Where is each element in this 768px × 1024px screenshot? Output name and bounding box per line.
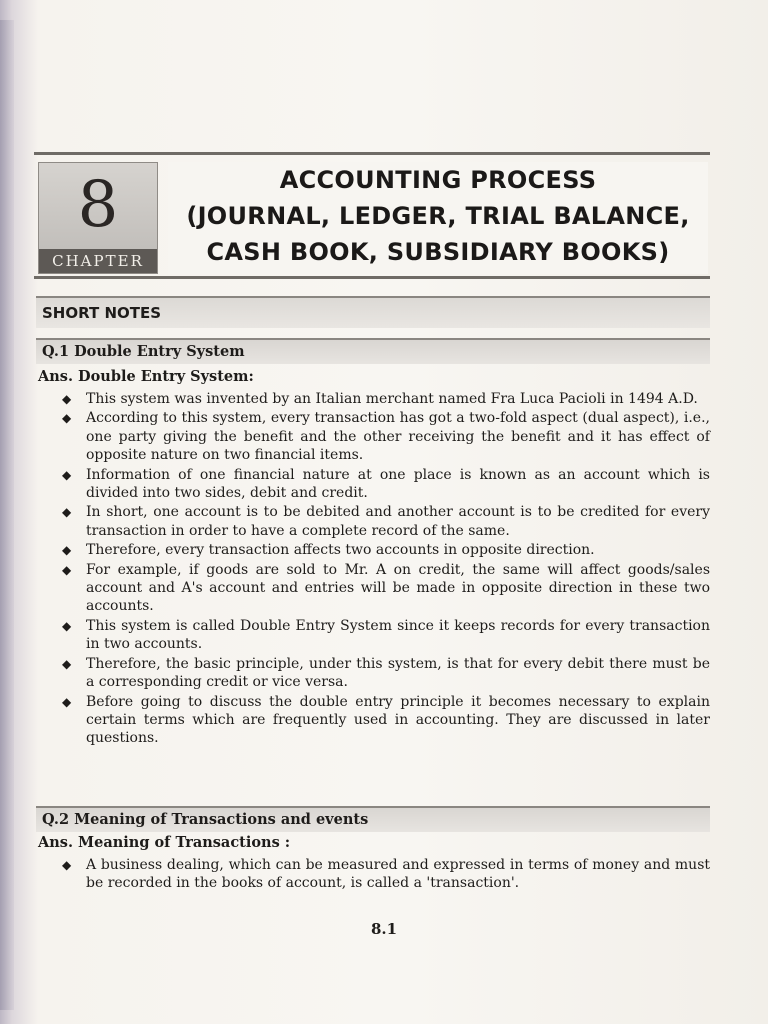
chapter-number: 8 [77,168,119,242]
question-bar-q2 [36,806,710,832]
question-title-q1: Q.1 Double Entry System [42,343,245,360]
question-title-q2: Q.2 Meaning of Transactions and events [42,811,369,828]
diamond-bullet-icon: ◆ [62,505,72,520]
page-number: 8.1 [370,920,398,938]
list-item: ◆ This system is called Double Entry System since it keeps records for every transaction in two accounts. [62,617,710,653]
diamond-bullet-icon: ◆ [62,411,72,426]
list-item: ◆ In short, one account is to be debited and another account is to be credited for every transaction in order to have a complete record of the same. [62,504,710,539]
bullet-list-q1 [60,390,710,749]
list-item: ◆ A business dealing, which can be measured and expressed in terms of money and must be recorded in the books of account, is called a 'transaction'. [62,857,710,892]
diamond-bullet-icon: ◆ [62,562,72,577]
header-bottom-rule [34,276,710,279]
diamond-bullet-icon: ◆ [62,618,72,633]
list-item: ◆ This system was invented by an Italian merchant named Fra Luca Pacioli in 1494 A.D. [62,391,698,407]
diamond-bullet-icon: ◆ [62,392,72,406]
list-item: ◆ For example, if goods are sold to Mr. A on credit, the same will affect goods/sales account and A's account and entries will be made in opposite direction in these two accounts. [62,561,710,615]
answer-heading-q2: Ans. Meaning of Transactions : [38,834,291,851]
chapter-title-line-3: CASH BOOK, SUBSIDIARY BOOKS) [206,238,670,266]
list-item: ◆ According to this system, every transaction has got a two-fold aspect (dual aspect), i.e., one party giving the benefit and the other receiving the benefit and it has effect of opposite nature on two financial items. [62,410,710,464]
header-top-rule [34,152,710,155]
chapter-badge [38,162,158,274]
section-title: SHORT NOTES [42,304,162,322]
list-item: ◆ Therefore, the basic principle, under this system, is that for every debit there must be a corresponding credit or vice versa. [62,655,710,691]
list-item: ◆ Therefore, every transaction affects two accounts in opposite direction. [62,542,595,559]
diamond-bullet-icon: ◆ [62,656,72,671]
section-heading-bar [36,296,710,328]
list-item: ◆ Information of one financial nature at one place is known as an account which is divided into two sides, debit and credit. [62,466,710,502]
chapter-title-line-2: (JOURNAL, LEDGER, TRIAL BALANCE, [186,202,690,230]
chapter-header [34,152,710,274]
chapter-label: CHAPTER [39,249,157,273]
question-bar-q1 [36,338,710,364]
chapter-title [168,162,708,274]
diamond-bullet-icon: ◆ [62,858,72,872]
book-spine-shadow [0,20,14,1010]
chapter-title-line-1: ACCOUNTING PROCESS [279,166,597,194]
bullet-list-q2 [60,856,710,894]
list-item: ◆ Before going to discuss the double entry principle it becomes necessary to explain certain terms which are frequently used in accounting. They are discussed in later questions. [62,693,710,747]
diamond-bullet-icon: ◆ [62,467,72,482]
diamond-bullet-icon: ◆ [62,543,72,558]
answer-heading-q1: Ans. Double Entry System: [38,368,254,385]
diamond-bullet-icon: ◆ [62,694,72,709]
